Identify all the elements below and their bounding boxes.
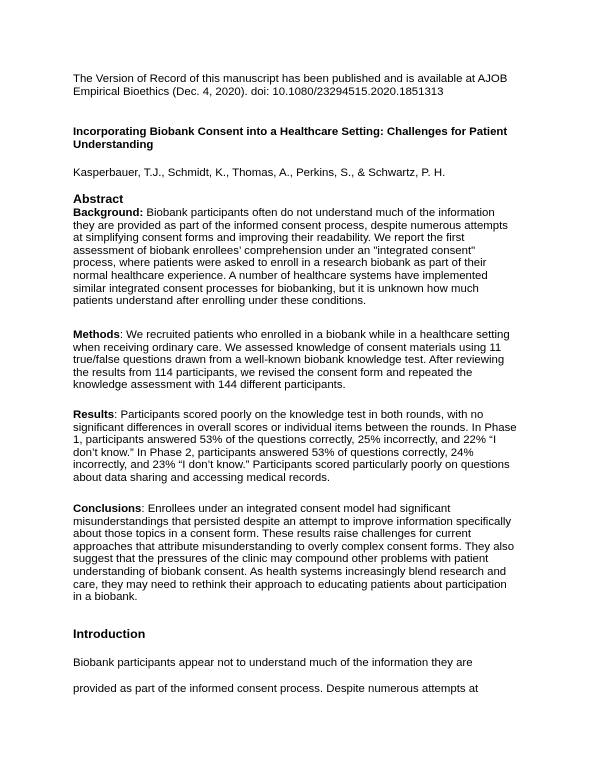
abstract-line: knowledge assessment with 144 different participants. xyxy=(73,379,346,392)
abstract-line: similar integrated consent processes for biobanking, but it is unknown how much xyxy=(73,282,479,295)
abstract-line: about data sharing and accessing medical records. xyxy=(73,471,331,484)
section-label: Background: xyxy=(73,207,144,219)
abstract-line: normal healthcare experience. A number of healthcare systems have implemented xyxy=(73,269,488,282)
abstract-line: they are provided as part of the informed consent process, despite numerous attempts xyxy=(73,219,508,232)
paper-title xyxy=(73,126,533,151)
abstract-line: true/false questions drawn from a well-known biobank knowledge test. After reviewing xyxy=(73,354,505,367)
abstract-line: misunderstandings that persisted despite an attempt to improve information specifically xyxy=(73,515,512,528)
abstract-conclusions xyxy=(73,503,533,604)
introduction-line: provided as part of the informed consent process. Despite numerous attempts at xyxy=(73,683,479,695)
notice-line: The Version of Record of this manuscript has been published and is available at AJOB xyxy=(73,73,508,85)
introduction-heading: Introduction xyxy=(73,627,146,641)
notice-line: Empirical Bioethics (Dec. 4, 2020). doi: 10.1080/23294515.2020.1851313 xyxy=(73,85,444,98)
author-list: Kasperbauer, T.J., Schmidt, K., Thomas, A., Perkins, S., & Schwartz, P. H. xyxy=(73,167,446,179)
abstract-line: approaches that attribute misunderstanding to overly complex consent forms. They also xyxy=(73,540,515,553)
abstract-line: 1, participants answered 53% of the questions correctly, 25% incorrectly, and 22% “I xyxy=(73,434,497,447)
abstract-line: the results from 114 participants, we revised the consent form and repeated the xyxy=(73,366,473,379)
abstract-line: about those topics in a consent form. These results raise challenges for current xyxy=(73,528,472,541)
section-label: Results xyxy=(73,409,115,421)
publication-notice xyxy=(73,73,533,98)
abstract-line: Conclusions: Enrollees under an integrated consent model had significant xyxy=(73,503,451,515)
abstract-methods xyxy=(73,329,533,392)
abstract-line: in a biobank. xyxy=(73,591,138,604)
abstract-line: care, they may need to rethink their approach to educating patients about participation xyxy=(73,578,507,591)
abstract-line: incorrectly, and 23% “I don’t know.” Participants scored particularly poorly on questions xyxy=(73,459,510,472)
abstract-heading: Abstract xyxy=(73,192,124,206)
abstract-background xyxy=(73,207,533,308)
section-label: Conclusions xyxy=(73,503,142,515)
abstract-line: don’t know.” In Phase 2, participants answered 53% of questions correctly, 24% xyxy=(73,446,474,459)
title-line: Incorporating Biobank Consent into a Healthcare Setting: Challenges for Patient xyxy=(73,126,508,138)
abstract-line: Methods: We recruited patients who enrolled in a biobank while in a healthcare setting xyxy=(73,329,510,341)
abstract-line: suggest that the pressures of the clinic may compound other problems with patient xyxy=(73,553,489,566)
abstract-line: Background: Biobank participants often do not understand much of the information xyxy=(73,207,495,219)
abstract-line: understanding of biobank consent. As health systems increasingly blend research and xyxy=(73,565,507,578)
abstract-line: process, where patients were asked to enroll in a research biobank as part of their xyxy=(73,257,487,270)
abstract-results xyxy=(73,409,533,485)
abstract-line: patients understand after enrolling under these conditions. xyxy=(73,295,367,308)
section-label: Methods xyxy=(73,329,120,341)
abstract-line: significant differences in overall scores or individual items between the rounds. In Phase xyxy=(73,421,517,434)
introduction-line: Biobank participants appear not to understand much of the information they are xyxy=(73,657,473,669)
abstract-line: assessment of biobank enrollees’ comprehension under an "integrated consent" xyxy=(73,244,476,257)
abstract-line: when receiving ordinary care. We assessed knowledge of consent materials using 11 xyxy=(73,341,502,354)
abstract-line: at simplifying consent forms and improving their readability. We report the first xyxy=(73,232,465,245)
abstract-line: Results: Participants scored poorly on the knowledge test in both rounds, with no xyxy=(73,409,484,421)
title-line: Understanding xyxy=(73,138,154,151)
